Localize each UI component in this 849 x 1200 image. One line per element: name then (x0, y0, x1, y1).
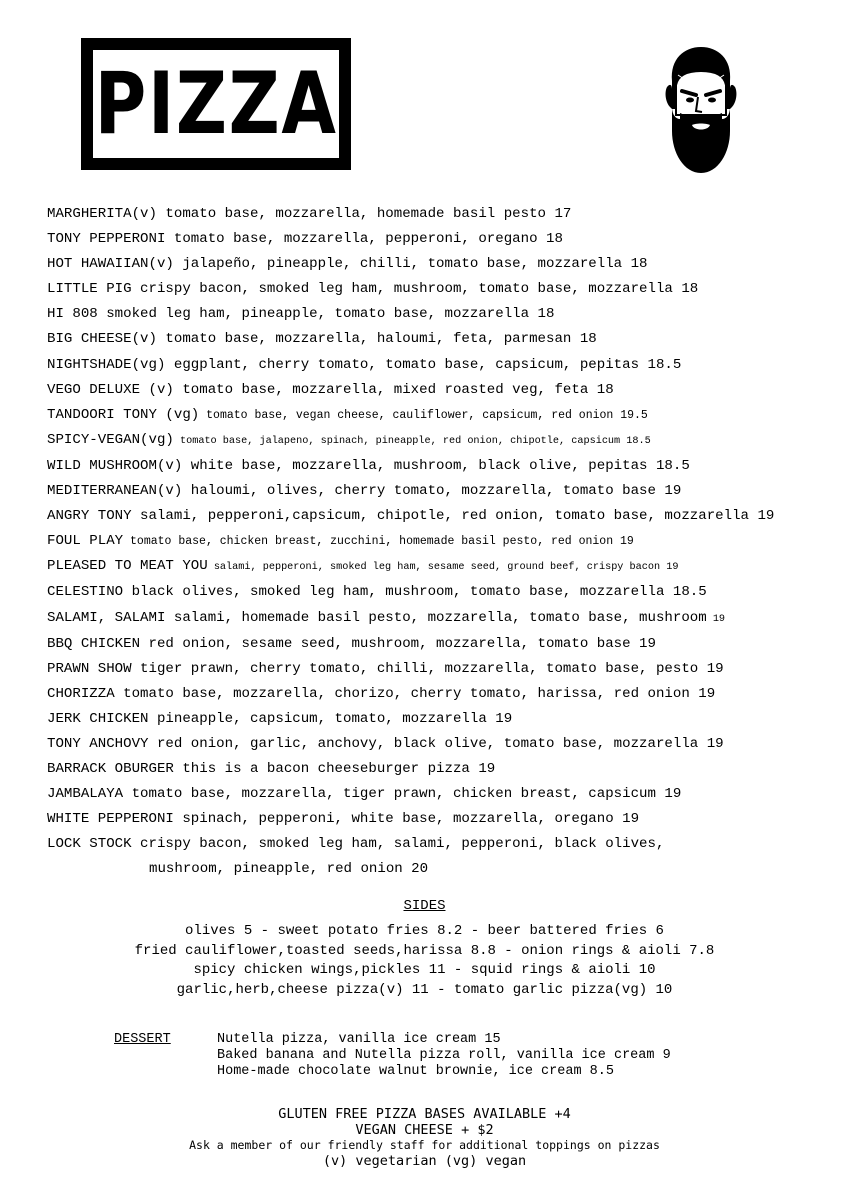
pizza-item: JERK CHICKEN pineapple, capsicum, tomato, mozzarella 19 (47, 710, 513, 727)
diet-legend: (v) vegetarian (vg) vegan (322, 1153, 527, 1169)
pizza-item: BBQ CHICKEN red onion, sesame seed, mushroom, mozzarella, tomato base 19 (47, 635, 656, 652)
pizza-description: tomato base, chicken breast, zucchini, homemade basil pesto, red onion 19 (123, 535, 634, 549)
pizza-description: tomato base, vegan cheese, cauliflower, capsicum, red onion 19.5 (199, 408, 648, 422)
dessert-item: Home-made chocolate walnut brownie, ice cream 8.5 (217, 1064, 614, 1079)
logo-text: PIZZA (94, 54, 338, 154)
sides-list (0, 922, 849, 1000)
pizza-name: SPICY-VEGAN(vg) (47, 431, 174, 448)
pizza-description: 19 (706, 613, 726, 625)
pizza-item: HI 808 smoked leg ham, pineapple, tomato base, mozzarella 18 (47, 306, 555, 323)
pizza-item-continuation: mushroom, pineapple, red onion 20 (149, 861, 429, 878)
pizza-description: salami, pepperoni, smoked leg ham, sesame seed, ground beef, crispy bacon 19 (207, 562, 679, 574)
footer (0, 1106, 849, 1169)
pizza-item (47, 403, 837, 428)
pizza-logo (81, 38, 351, 170)
pizza-item: WILD MUSHROOM(v) white base, mozzarella, mushroom, black olive, pepitas 18.5 (47, 457, 690, 474)
bearded-face-icon (658, 45, 744, 177)
pizza-item: CELESTINO black olives, smoked leg ham, mushroom, tomato base, mozzarella 18.5 (47, 584, 707, 601)
pizza-item: MEDITERRANEAN(v) haloumi, olives, cherry tomato, mozzarella, tomato base 19 (47, 483, 682, 500)
dessert-list (217, 1032, 671, 1080)
dessert-item: Baked banana and Nutella pizza roll, vanilla ice cream 9 (217, 1048, 671, 1063)
sides-line: spicy chicken wings,pickles 11 - squid rings & aioli 10 (193, 962, 656, 978)
pizza-item: VEGO DELUXE (v) tomato base, mozzarella, mixed roasted veg, feta 18 (47, 381, 614, 398)
pizza-item: ANGRY TONY salami, pepperoni,capsicum, chipotle, red onion, tomato base, mozzarella 19 (47, 508, 775, 525)
pizza-item: LOCK STOCK crispy bacon, smoked leg ham, salami, pepperoni, black olives, (47, 836, 665, 853)
sides-title: SIDES (403, 898, 446, 914)
pizza-item: BARRACK OBURGER this is a bacon cheeseburger pizza 19 (47, 761, 496, 778)
pizza-menu (47, 202, 837, 883)
toppings-note: Ask a member of our friendly staff for additional toppings on pizzas (189, 1138, 660, 1152)
pizza-item (47, 554, 837, 580)
pizza-item: CHORIZZA tomato base, mozzarella, chorizo, cherry tomato, harissa, red onion 19 (47, 685, 716, 702)
pizza-item: BIG CHEESE(v) tomato base, mozzarella, haloumi, feta, parmesan 18 (47, 331, 597, 348)
pizza-name: FOUL PLAY (47, 533, 124, 550)
pizza-item: MARGHERITA(v) tomato base, mozzarella, homemade basil pesto 17 (47, 206, 572, 222)
pizza-name: SALAMI, SALAMI salami, homemade basil pesto, mozzarella, tomato base, mushroom (47, 609, 707, 626)
pizza-item (47, 529, 837, 554)
pizza-item: TONY ANCHOVY red onion, garlic, anchovy, black olive, tomato base, mozzarella 19 (47, 735, 724, 752)
pizza-item: NIGHTSHADE(vg) eggplant, cherry tomato, tomato base, capsicum, pepitas 18.5 (47, 356, 682, 373)
pizza-item: LITTLE PIG crispy bacon, smoked leg ham, mushroom, tomato base, mozzarella 18 (47, 281, 699, 298)
sides-line: olives 5 - sweet potato fries 8.2 - beer battered fries 6 (185, 923, 664, 939)
gluten-free-note: GLUTEN FREE PIZZA BASES AVAILABLE +4 (278, 1106, 571, 1122)
pizza-description: tomato base, jalapeno, spinach, pineapple, red onion, chipotle, capsicum 18.5 (173, 435, 651, 447)
pizza-item (47, 428, 837, 454)
pizza-item (47, 606, 837, 632)
pizza-item: HOT HAWAIIAN(v) jalapeño, pineapple, chilli, tomato base, mozzarella 18 (47, 256, 648, 273)
sides-line: fried cauliflower,toasted seeds,harissa 8.8 - onion rings & aioli 7.8 (134, 942, 715, 959)
vegan-cheese-note: VEGAN CHEESE + $2 (355, 1122, 494, 1138)
pizza-item: TONY PEPPERONI tomato base, mozzarella, pepperoni, oregano 18 (47, 231, 563, 248)
pizza-item: PRAWN SHOW tiger prawn, cherry tomato, chilli, mozzarella, tomato base, pesto 19 (47, 660, 724, 677)
pizza-name: TANDOORI TONY (vg) (47, 406, 200, 423)
pizza-name: PLEASED TO MEAT YOU (47, 558, 208, 575)
pizza-item: WHITE PEPPERONI spinach, pepperoni, white base, mozzarella, oregano 19 (47, 811, 640, 828)
sides-line: garlic,herb,cheese pizza(v) 11 - tomato garlic pizza(vg) 10 (176, 981, 673, 998)
pizza-item: JAMBALAYA tomato base, mozzarella, tiger prawn, chicken breast, capsicum 19 (47, 786, 682, 803)
dessert-item: Nutella pizza, vanilla ice cream 15 (217, 1032, 501, 1047)
dessert-label: DESSERT (114, 1032, 171, 1047)
